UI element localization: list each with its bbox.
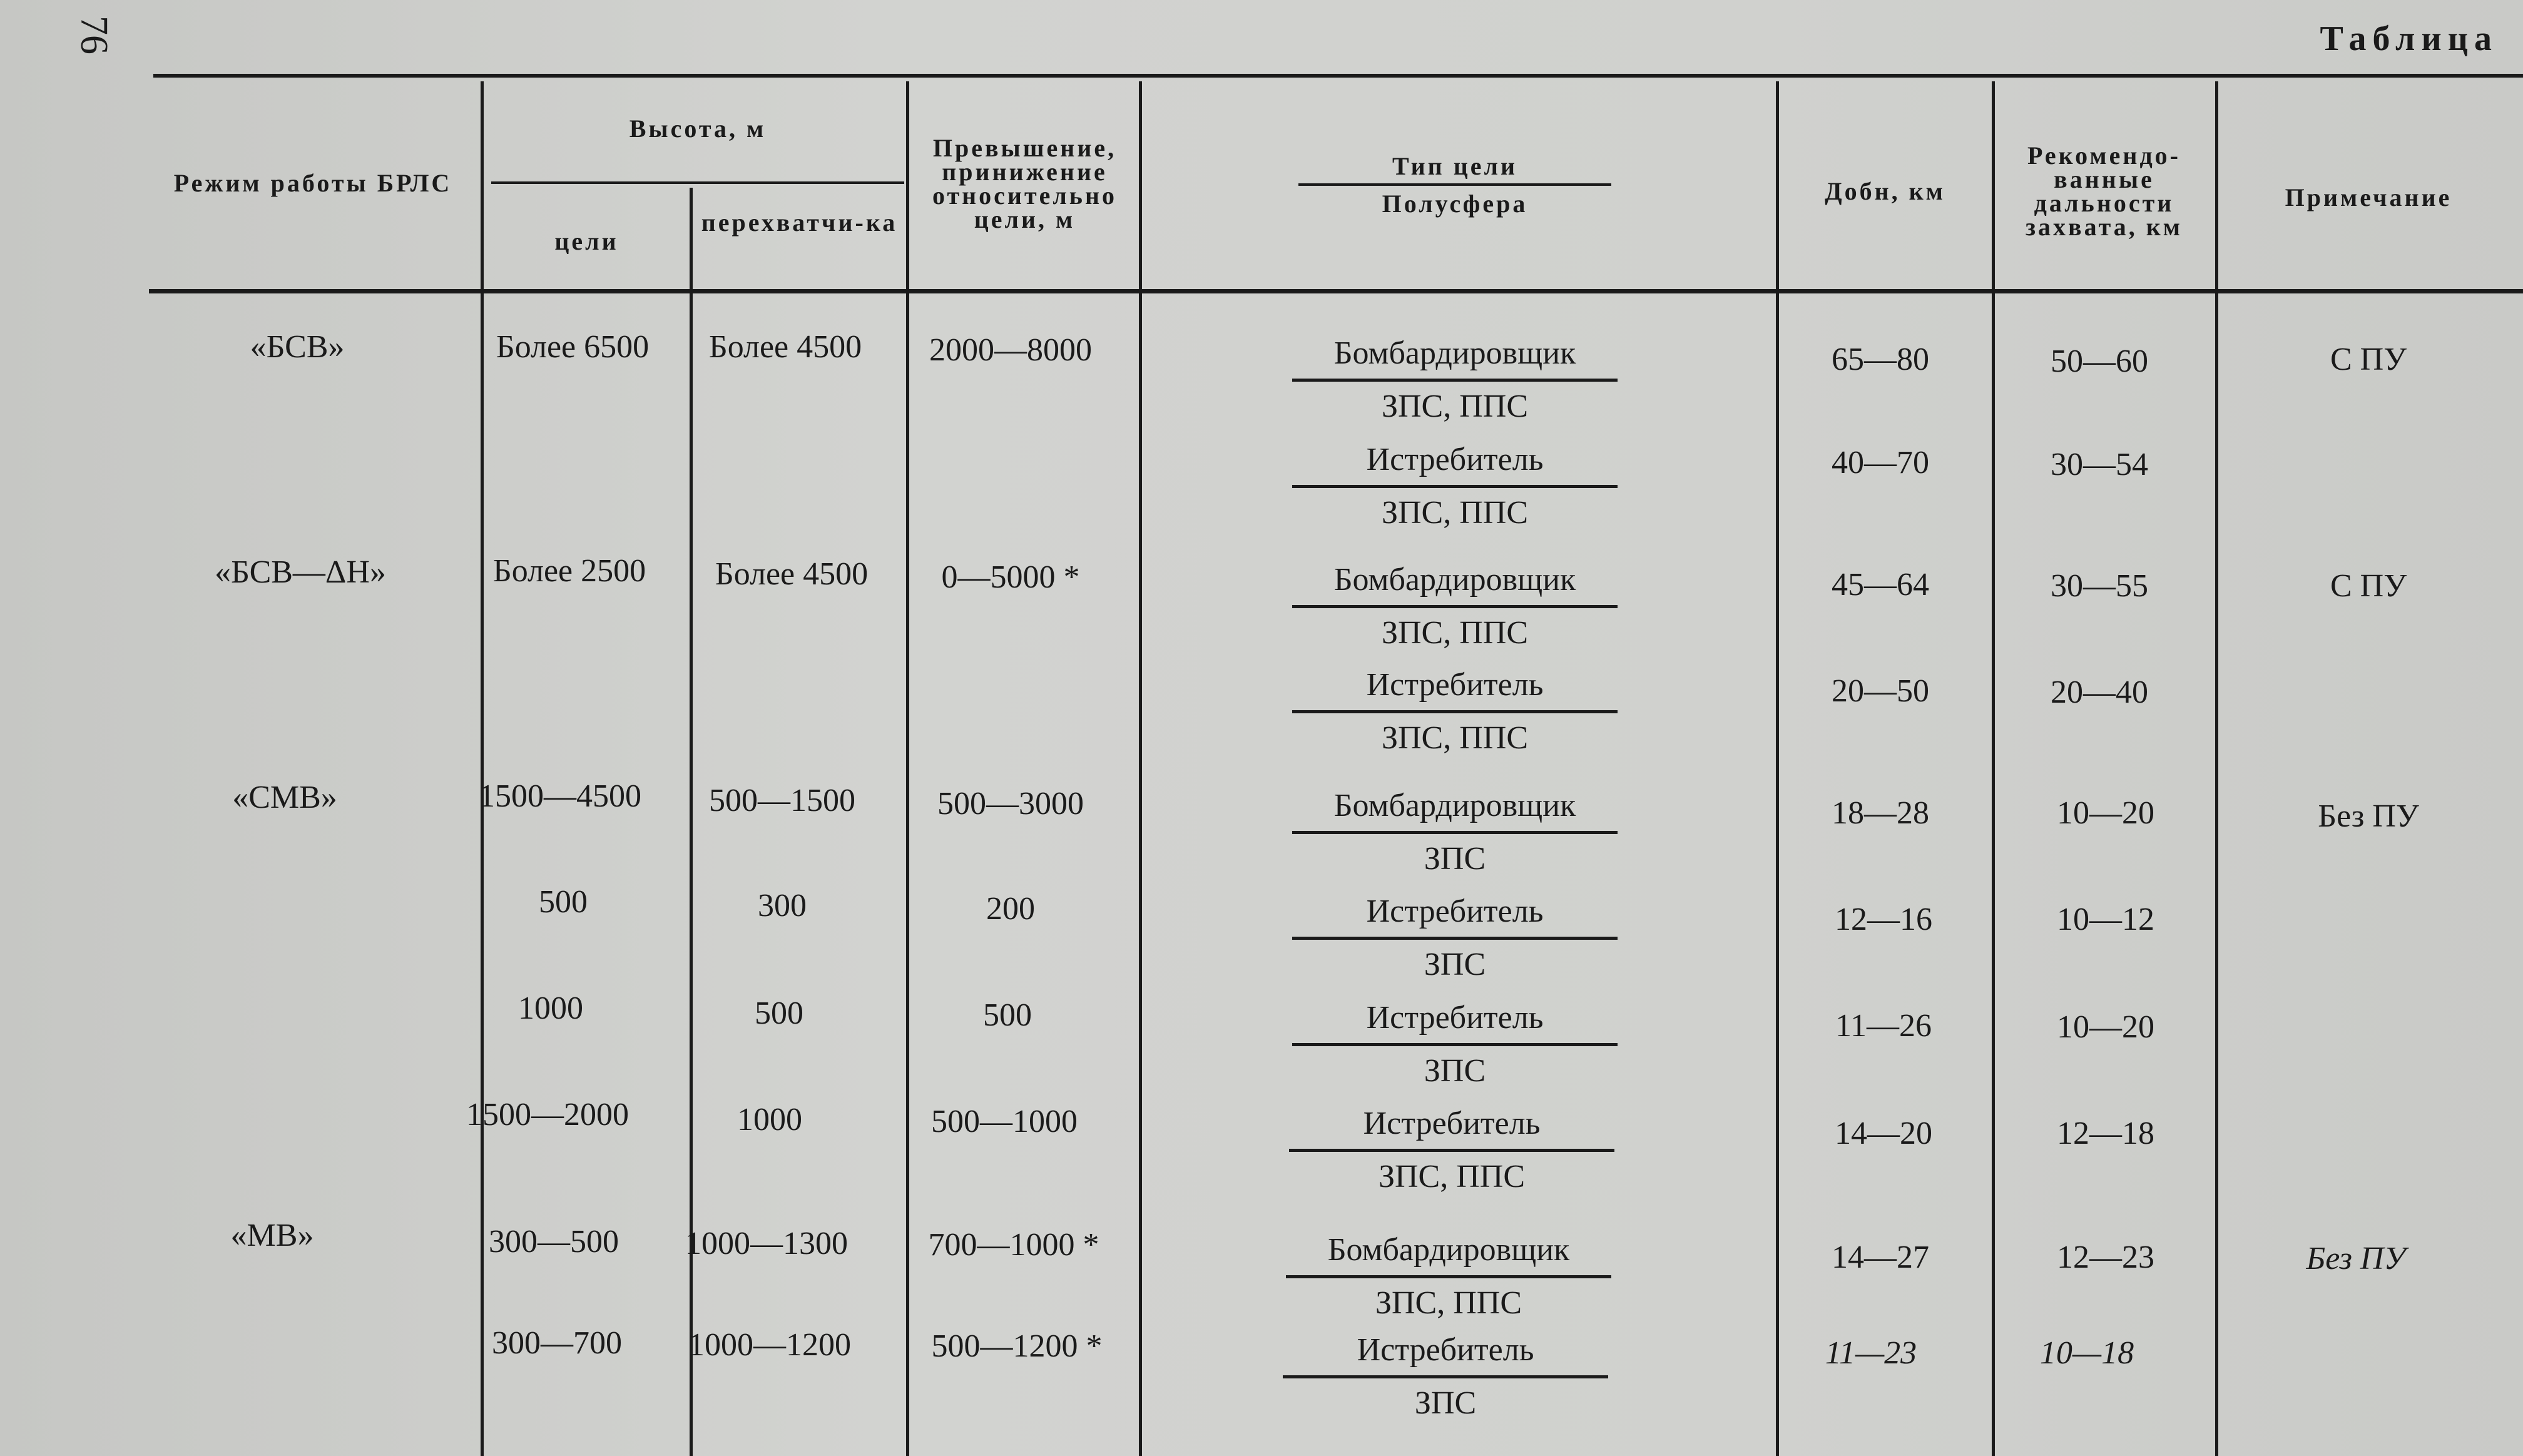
cell-target-height: 300—500	[489, 1224, 619, 1260]
cell-recommended: 30—55	[2051, 568, 2148, 604]
target-type: Бомбардировщик	[1286, 1231, 1611, 1278]
cell-target-type	[1292, 441, 1618, 532]
cell-target-type	[1292, 999, 1618, 1090]
col-divider	[906, 81, 909, 1456]
cell-target-height: 1500—2000	[466, 1097, 629, 1133]
cell-target-type	[1292, 893, 1618, 984]
cell-note: С ПУ	[2330, 342, 2407, 377]
header-height: Высота, м	[629, 115, 767, 143]
target-type: Истребитель	[1289, 1105, 1614, 1152]
target-type: Бомбардировщик	[1292, 787, 1618, 834]
top-rule	[153, 74, 2523, 78]
cell-detection: 18—28	[1832, 795, 1929, 831]
cell-note: С ПУ	[2330, 568, 2407, 604]
cell-interceptor-height: 1000—1200	[688, 1327, 851, 1363]
cell-interceptor-height: Более 4500	[715, 556, 869, 592]
cell-target-type	[1292, 666, 1618, 757]
cell-note: Без ПУ	[2306, 1241, 2406, 1276]
cell-target-type	[1286, 1231, 1611, 1322]
cell-excess: 0—5000 *	[941, 559, 1080, 595]
header-bottom-rule	[149, 289, 2523, 293]
header-mode: Режим работы БРЛС	[173, 169, 452, 197]
cell-excess: 500—3000	[937, 786, 1084, 822]
cell-mode: «БСВ»	[250, 329, 345, 365]
cell-target-height: 300—700	[492, 1325, 622, 1361]
cell-recommended: 10—12	[2057, 902, 2154, 937]
page-number: 76	[73, 16, 115, 54]
cell-detection: 65—80	[1832, 342, 1929, 377]
table-title: Таблица	[2320, 19, 2498, 58]
hemisphere: ЗПС, ППС	[1381, 720, 1529, 756]
hemisphere: ЗПС, ППС	[1378, 1159, 1526, 1194]
header-recommended-range: Рекомендо-ванные дальности захвата, км	[2025, 141, 2183, 241]
cell-interceptor-height: 300	[758, 888, 807, 924]
cell-detection: 45—64	[1832, 567, 1929, 603]
cell-mode: «МВ»	[230, 1218, 314, 1253]
cell-note: Без ПУ	[2318, 798, 2419, 834]
cell-target-type	[1292, 561, 1618, 652]
hemisphere: ЗПС, ППС	[1381, 495, 1529, 531]
cell-detection: 11—23	[1825, 1335, 1917, 1371]
col-divider	[1992, 81, 1995, 1456]
cell-target-height: 1500—4500	[479, 778, 641, 814]
cell-recommended: 10—20	[2057, 795, 2154, 831]
cell-interceptor-height: 500—1500	[709, 783, 855, 818]
cell-target-height: 500	[539, 884, 588, 920]
target-type: Бомбардировщик	[1292, 335, 1618, 382]
hemisphere: ЗПС, ППС	[1381, 615, 1529, 651]
cell-target-type	[1289, 1105, 1614, 1196]
cell-excess: 2000—8000	[929, 332, 1092, 368]
cell-detection: 40—70	[1832, 445, 1929, 481]
cell-target-height: Более 6500	[496, 329, 650, 365]
cell-interceptor-height: Более 4500	[708, 329, 862, 365]
height-subheader-rule	[491, 181, 904, 184]
header-excess: Превышение, принижение относительно цели, м	[932, 134, 1117, 233]
cell-recommended: 12—18	[2057, 1116, 2154, 1151]
target-type: Истребитель	[1292, 441, 1618, 488]
target-type: Бомбардировщик	[1292, 561, 1618, 608]
cell-recommended: 20—40	[2051, 675, 2148, 710]
cell-target-type	[1292, 787, 1618, 878]
cell-detection: 12—16	[1835, 902, 1932, 937]
cell-excess: 500	[983, 997, 1032, 1033]
cell-recommended: 10—18	[2039, 1335, 2134, 1371]
col-divider	[1139, 81, 1142, 1456]
hemisphere: ЗПС, ППС	[1381, 389, 1529, 424]
header-target-type	[1298, 153, 1611, 217]
target-type: Истребитель	[1283, 1331, 1608, 1378]
cell-excess: 500—1200 *	[931, 1328, 1103, 1364]
cell-recommended: 50—60	[2051, 344, 2148, 379]
hemisphere: ЗПС	[1424, 947, 1486, 982]
cell-recommended: 10—20	[2057, 1009, 2154, 1045]
cell-interceptor-height: 500	[755, 995, 803, 1031]
cell-target-height: Более 2500	[492, 553, 646, 589]
header-target-height: цели	[554, 227, 619, 255]
header-target-type-label: Тип цели	[1298, 153, 1611, 186]
target-type: Истребитель	[1292, 666, 1618, 713]
cell-recommended: 12—23	[2057, 1240, 2154, 1275]
hemisphere: ЗПС, ППС	[1375, 1285, 1522, 1321]
hemisphere: ЗПС	[1424, 1053, 1486, 1089]
header-note: Примечание	[2285, 183, 2452, 211]
header-detection-range: Добн, км	[1825, 177, 1945, 205]
cell-mode: «СМВ»	[232, 780, 337, 815]
target-type: Истребитель	[1292, 893, 1618, 940]
cell-excess: 500—1000	[931, 1104, 1078, 1139]
cell-target-type	[1292, 335, 1618, 425]
cell-interceptor-height: 1000	[737, 1102, 802, 1138]
cell-detection: 14—20	[1835, 1116, 1932, 1151]
cell-mode: «БСВ—ΔH»	[215, 554, 386, 590]
cell-recommended: 30—54	[2051, 447, 2148, 482]
cell-excess: 700—1000 *	[928, 1227, 1099, 1263]
hemisphere: ЗПС	[1414, 1385, 1477, 1421]
cell-interceptor-height: 1000—1300	[685, 1226, 848, 1261]
cell-target-type	[1283, 1331, 1608, 1422]
cell-detection: 11—26	[1835, 1008, 1932, 1044]
header-hemisphere-label: Полусфера	[1382, 190, 1528, 218]
cell-detection: 20—50	[1832, 673, 1929, 709]
cell-detection: 14—27	[1832, 1240, 1929, 1275]
target-type: Истребитель	[1292, 999, 1618, 1046]
col-divider	[690, 188, 693, 1456]
hemisphere: ЗПС	[1424, 841, 1486, 877]
header-interceptor-height: перехватчи-ка	[701, 208, 898, 237]
cell-target-height: 1000	[518, 990, 583, 1026]
cell-excess: 200	[986, 891, 1035, 927]
